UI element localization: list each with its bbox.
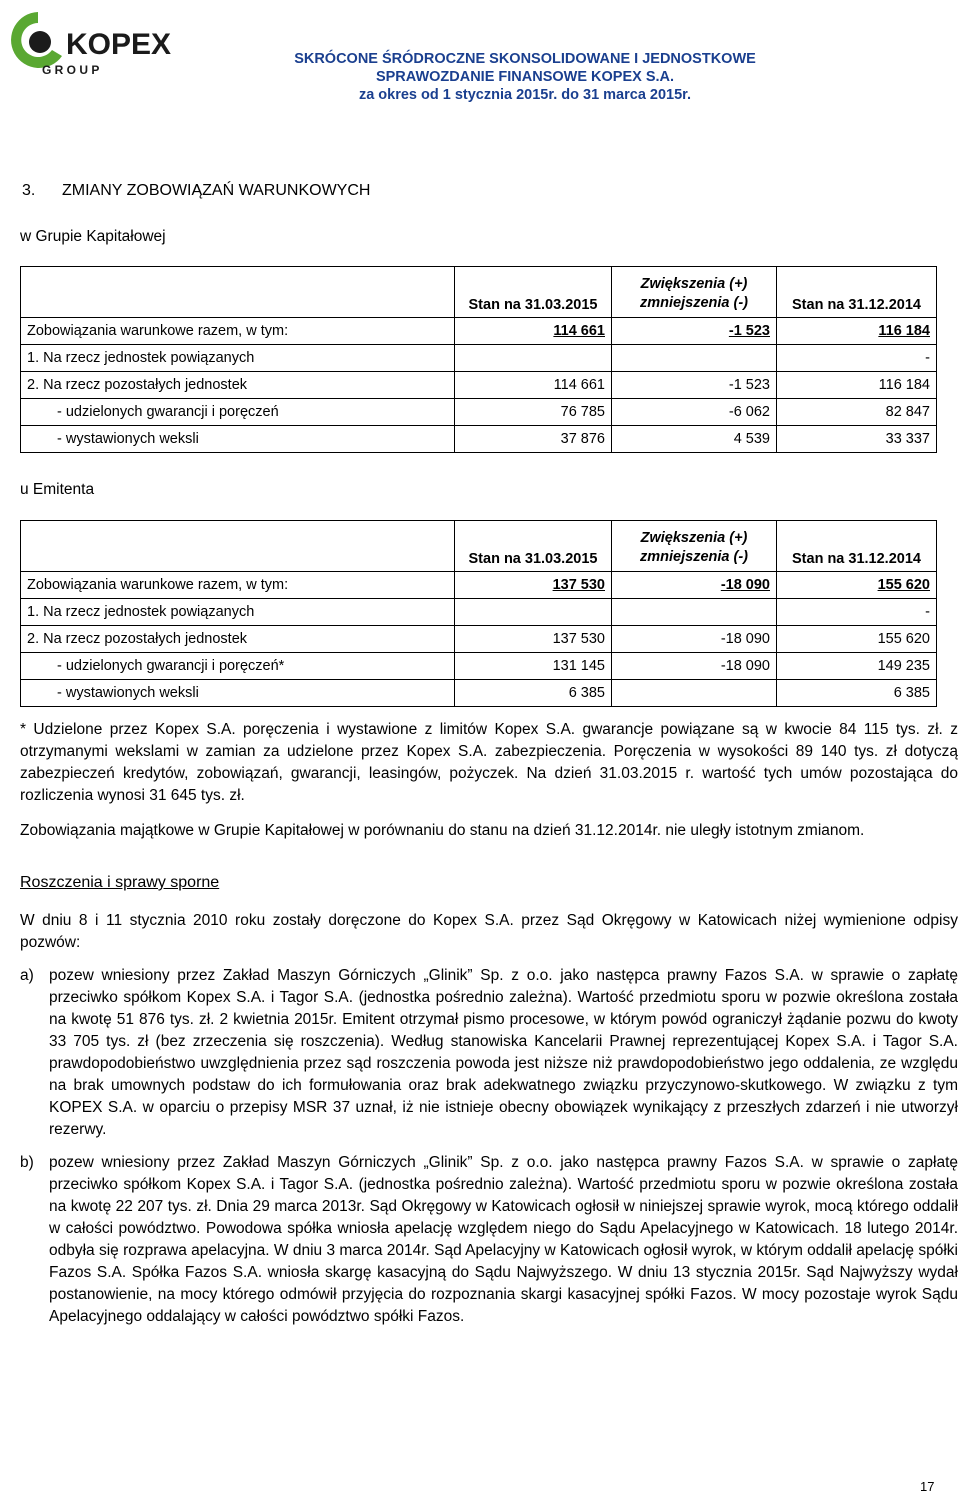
item-text: pozew wniesiony przez Zakład Maszyn Górniczych „Glinik” Sp. z o.o. jako następca prawny Fazos S.A. w sprawie o zapłatę przeciwko spółkom Kopex S.A. i Tagor S.A. (jednostka pośrednio zależna). Wartość przedmiotu sporu w pozwie określona została na kwotę 51 876 tys. zł. 2 kwietnia 2015r. Emitent otrzymał pismo procesowe, w którym powód ograniczył żądanie pozwu do kwoty 33 705 tys. zł (bez zrzeczenia się roszczenia). Według stanowiska Kancelarii Prawnej reprezentującej Kopex S.A. i Tagor S.A. prawdopodobieństwo uwzględnienia przez sąd roszczenia powoda jest niższe niż prawdopodobieństwo jego oddalenia, ze względu na brak umownych podstaw do ich formułowania oraz brak adekwatnego związku przyczynowo-skutkowego. W związku z tym KOPEX S.A. w oparciu o przepisy MSR 37 uznał, iż nie istnieje obecny obowiązek wynikający z przeszłych zdarzeń i nie utworzył rezerwy. bbox=[49, 967, 958, 1138]
logo-group: G R O U P bbox=[42, 63, 100, 77]
group-title: w Grupie Kapitałowej bbox=[20, 228, 166, 245]
col-zmiany: Zwiększenia (+) zmniejszenia (-) bbox=[612, 267, 777, 318]
emitent-title: u Emitenta bbox=[20, 481, 95, 498]
footnote: * Udzielone przez Kopex S.A. poręczenia i wystawione z limitów Kopex S.A. gwarancje powiązane są w kwocie 84 115 tys. zł. z otrzymanymi wekslami w zamian za udzielone przez Kopex S.A. zabezpieczenia. Poręczenia w wysokości 89 140 tys. zł dotyczą zabezpieczeń kredytów, zobowiązań, gwarancji, leasingów, pożyczek. Na dzień 31.03.2015 r. wartość tych umów pozostająca do rozliczenia wynosi 31 645 tys. zł. bbox=[20, 721, 958, 804]
table-row: - udzielonych gwarancji i poręczeń 76 785 -6 062 82 847 bbox=[21, 399, 937, 426]
item-text: pozew wniesiony przez Zakład Maszyn Górniczych „Glinik” Sp. z o.o. jako następca prawny Fazos S.A. w sprawie o zapłatę przeciwko spółkom Kopex S.A. i Tagor S.A. (jednostka pośrednio zależna). Wartość przedmiotu sporu w pozwie określona została na kwotę 22 207 tys. zł. Dnia 29 marca 2013r. Sąd Okręgowy w Katowicach ogłosił w niniejszej sprawie wyrok, mocą którego oddalił w całości powództwo. Powodowa spółka wniosła apelację względem niego do Sądu Apelacyjnego w Katowicach. 18 lutego 2014r. odbyła się rozprawa apelacyjna. W dniu 3 marca 2014r. Sąd Apelacyjny w Katowicach ogłosił wyrok, w którym oddalił apelację spółki Fazos S.A. Spółka Fazos S.A. wniosła skargę kasacyjną do Sądu Najwyższego. W dniu 13 stycznia 2015r. Sąd Najwyższy wydał postanowienie, na mocy którego odmówił przyjęcia do rozpoznania skargi kasacyjnej spółki Fazos. W mocy pozostaje wyrok Sądu Apelacyjnego oddalający w całości powództwo spółki Fazos. bbox=[49, 1154, 958, 1325]
section-title: ZMIANY ZOBOWIĄZAŃ WARUNKOWYCH bbox=[62, 182, 371, 199]
item-marker: b) bbox=[20, 1154, 34, 1171]
table-row: - wystawionych weksli 37 876 4 539 33 337 bbox=[21, 426, 937, 453]
col-stan-2014: Stan na 31.12.2014 bbox=[777, 521, 937, 572]
table-header-row bbox=[21, 267, 937, 318]
header-line3: za okres od 1 stycznia 2015r. do 31 marca 2015r. bbox=[358, 87, 692, 103]
table-row: 2. Na rzecz pozostałych jednostek 114 661 -1 523 116 184 bbox=[21, 372, 937, 399]
table-row: - udzielonych gwarancji i poręczeń* 131 145 -18 090 149 235 bbox=[21, 653, 937, 680]
commitments-note: Zobowiązania majątkowe w Grupie Kapitałowej w porównaniu do stanu na dzień 31.12.2014r. nie uległy istotnym zmianom. bbox=[20, 822, 865, 839]
item-marker: a) bbox=[20, 967, 34, 984]
emitent-table bbox=[20, 520, 937, 707]
section-heading bbox=[22, 182, 370, 200]
section-number: 3. bbox=[22, 182, 36, 199]
col-zmiany: Zwiększenia (+) zmniejszenia (-) bbox=[612, 521, 777, 572]
list-item bbox=[20, 1152, 958, 1328]
logo-brand: KOPEX bbox=[66, 28, 172, 61]
table-row: Zobowiązania warunkowe razem, w tym: 114 661 -1 523 116 184 bbox=[21, 318, 937, 345]
header-line1: SKRÓCONE ŚRÓDROCZNE SKONSOLIDOWANE I JEDNOSTKOWE bbox=[294, 51, 756, 67]
list-item bbox=[20, 965, 958, 1141]
table-header-row bbox=[21, 521, 937, 572]
col-stan-2014: Stan na 31.12.2014 bbox=[777, 267, 937, 318]
report-header bbox=[245, 50, 805, 104]
claims-intro: W dniu 8 i 11 stycznia 2010 roku zostały doręczone do Kopex S.A. przez Sąd Okręgowy w Katowicach niżej wymienione odpisy pozwów: bbox=[20, 912, 958, 951]
table-row: 1. Na rzecz jednostek powiązanych - bbox=[21, 599, 937, 626]
col-stan-2015: Stan na 31.03.2015 bbox=[455, 521, 612, 572]
table-row: - wystawionych weksli 6 385 6 385 bbox=[21, 680, 937, 707]
kopex-logo bbox=[8, 8, 208, 78]
page-number: 17 bbox=[920, 1479, 935, 1494]
claims-heading: Roszczenia i sprawy sporne bbox=[20, 874, 220, 891]
table-row: 2. Na rzecz pozostałych jednostek 137 530 -18 090 155 620 bbox=[21, 626, 937, 653]
header-line2: SPRAWOZDANIE FINANSOWE KOPEX S.A. bbox=[375, 69, 675, 85]
group-table bbox=[20, 266, 937, 453]
table-row: 1. Na rzecz jednostek powiązanych - bbox=[21, 345, 937, 372]
col-stan-2015: Stan na 31.03.2015 bbox=[455, 267, 612, 318]
table-row: Zobowiązania warunkowe razem, w tym: 137 530 -18 090 155 620 bbox=[21, 572, 937, 599]
